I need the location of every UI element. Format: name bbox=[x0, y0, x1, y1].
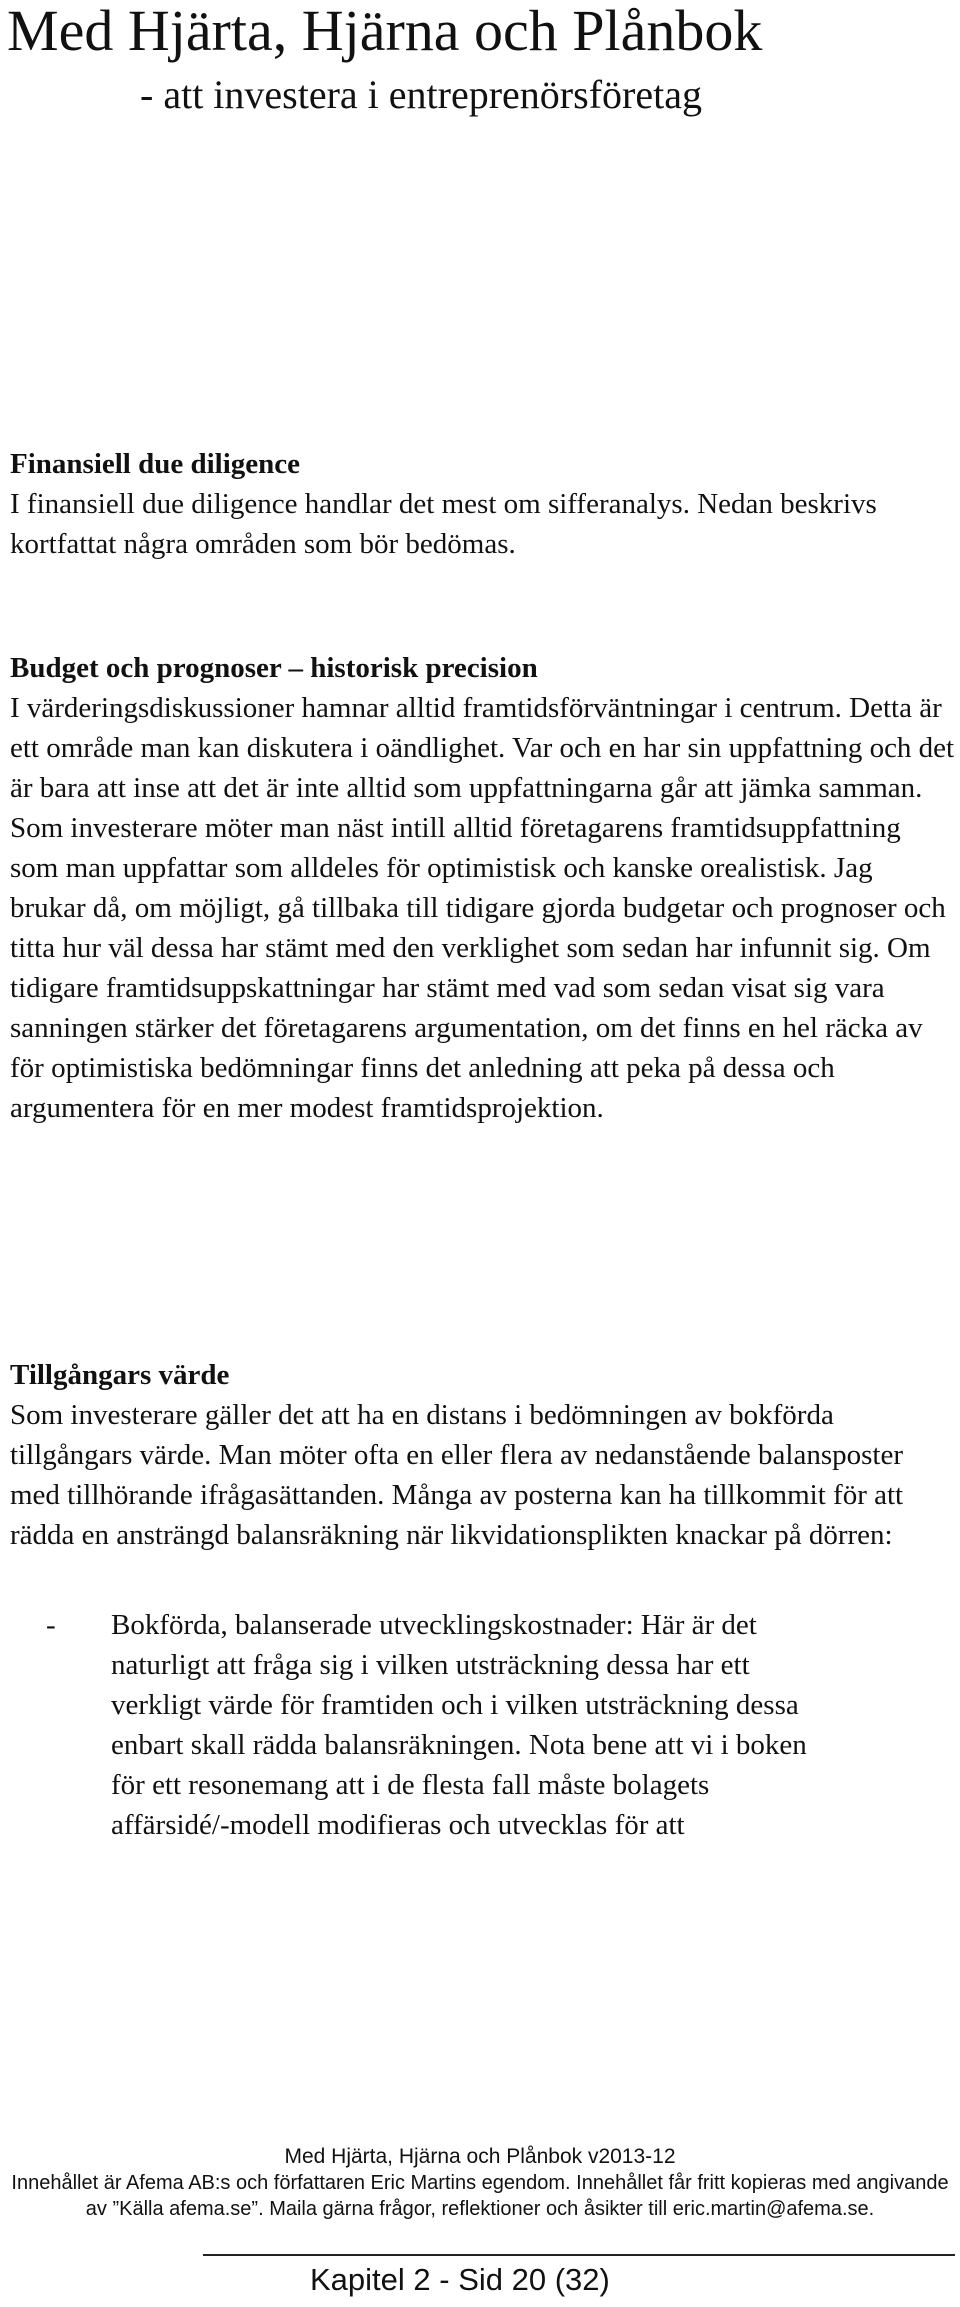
section-financial-due-diligence bbox=[10, 444, 955, 564]
list-item-text: Bokförda, balanserade utvecklingskostnader: Här är det naturligt att fråga sig i vilken utsträckning dessa har ett verkligt värde för framtiden och i vilken utsträckning dessa enbart skall rädda balansräkningen. Nota bene att vi i boken för ett resonemang att i de flesta fall måste bolagets affärsidé/-modell modifieras och utvecklas för att bbox=[111, 1609, 807, 1841]
list-bullet: - bbox=[46, 1609, 56, 1641]
footer-rights: Innehållet är Afema AB:s och författaren Eric Martins egendom. Innehållet får fritt kopieras med angivande av ”Källa afema.se”. Maila gärna frågor, reflektioner och åsikter till eric.martin@afema.se. bbox=[11, 2172, 949, 2220]
footer-divider bbox=[203, 2254, 955, 2256]
section-body: I finansiell due diligence handlar det mest om sifferanalys. Nedan beskrivs kortfattat några områden som bör bedömas. bbox=[10, 488, 877, 560]
section-heading: Finansiell due diligence bbox=[10, 448, 301, 480]
section-budget-prognoser bbox=[10, 648, 955, 1128]
book-subtitle: - att investera i entreprenörsföretag bbox=[140, 72, 702, 117]
section-body: Som investerare gäller det att ha en distans i bedömningen av bokförda tillgångars värde. Man möter ofta en eller flera av nedanstående balansposter med tillhörande ifrågasättanden. Många av posterna kan ha tillkommit för att rädda en ansträngd balansräkning när likvidationsplikten knackar på dörren: bbox=[10, 1399, 904, 1551]
section-heading: Tillgångars värde bbox=[10, 1359, 230, 1391]
section-body: I värderingsdiskussioner hamnar alltid framtidsförväntningar i centrum. Detta är ett område man kan diskutera i oändlighet. Var och en har sin uppfattning och det är bara att inse att det är inte alltid som uppfattningarna går att jämka samman. Som investerare möter man näst intill alltid företagarens framtidsuppfattning som man uppfattar som alldeles för optimistisk och kanske orealistisk. Jag brukar då, om möjligt, gå tillbaka till tidigare gjorda budgetar och prognoser och titta hur väl dessa har stämt med den verklighet som sedan har infunnit sig. Om tidigare framtidsuppskattningar har stämt med vad som sedan visat sig vara sanningen stärker det företagarens argumentation, om det finns en hel räcka av för optimistiska bedömningar finns det anledning att peka på dessa och argumentera för en mer modest framtidsprojektion. bbox=[10, 692, 955, 1124]
page-footer bbox=[0, 2144, 960, 2222]
book-title: Med Hjärta, Hjärna och Plånbok bbox=[7, 0, 763, 63]
section-heading: Budget och prognoser – historisk precision bbox=[10, 652, 538, 684]
footer-version: Med Hjärta, Hjärna och Plånbok v2013-12 bbox=[284, 2145, 676, 2168]
section-tillgangars-varde bbox=[10, 1355, 955, 1555]
page-number: Kapitel 2 - Sid 20 (32) bbox=[310, 2262, 610, 2297]
